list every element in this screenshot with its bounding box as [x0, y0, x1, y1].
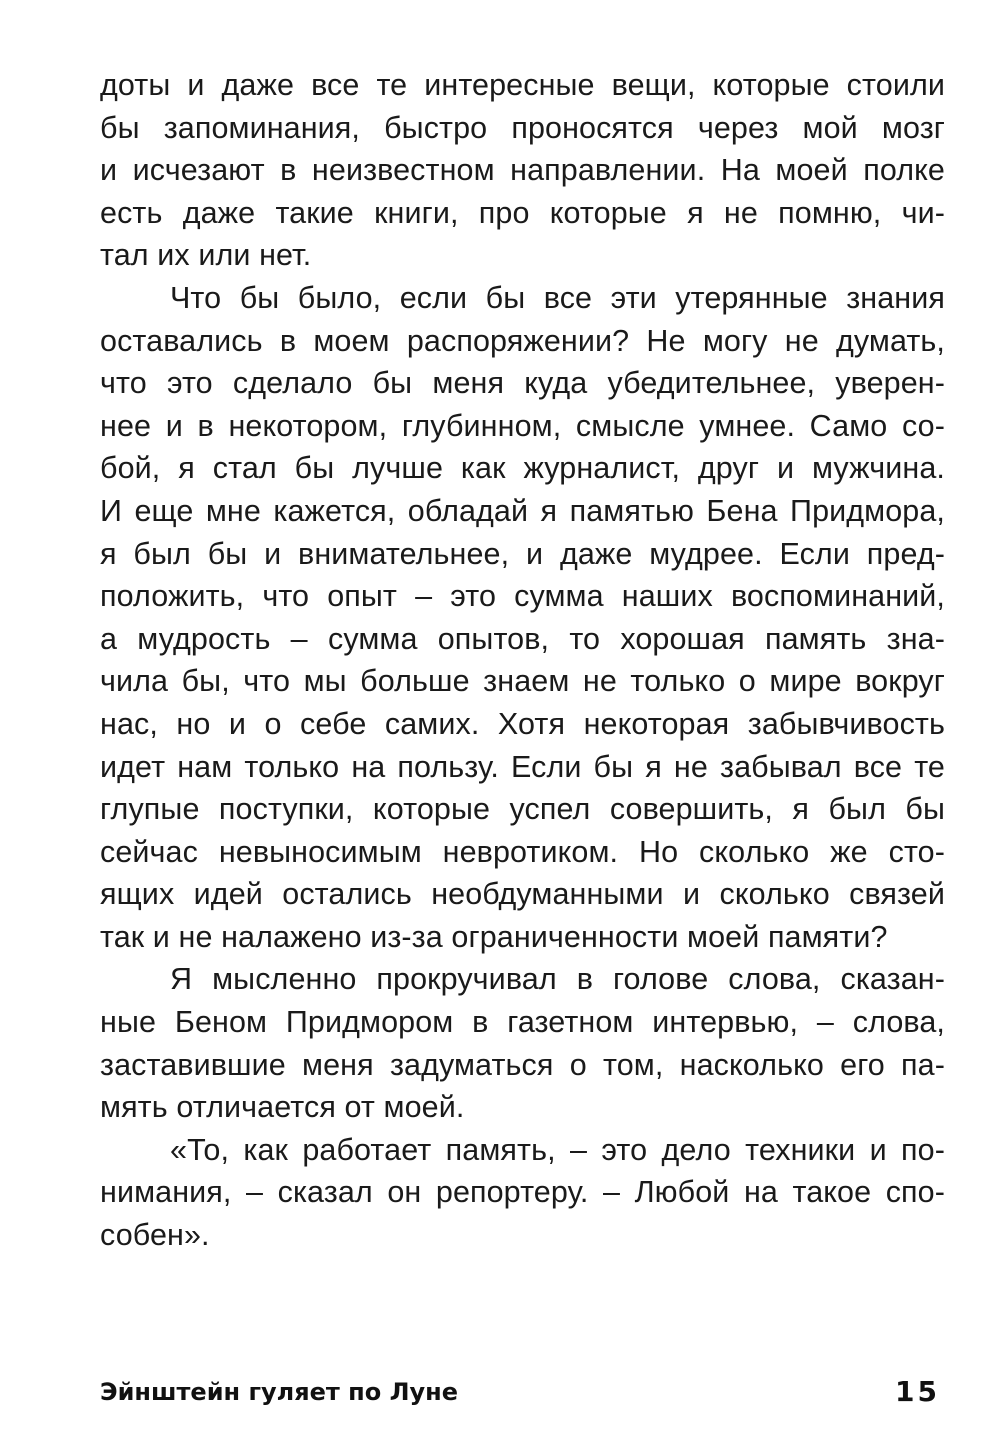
- text-line: оставались в моем распоряжении? Не могу не думать,: [100, 323, 945, 358]
- text-line: я был бы и внимательнее, и даже мудрее. Если пред-: [100, 536, 945, 571]
- text-line: мять отличается от моей.: [100, 1090, 465, 1125]
- text-line: бой, я стал бы лучше как журналист, друг и мужчина.: [100, 451, 945, 486]
- text-line: собен».: [100, 1218, 210, 1253]
- paragraph: [100, 1129, 945, 1257]
- text-line: сейчас невыносимым невротиком. Но сколько же сто-: [100, 834, 945, 869]
- text-line: Я мысленно прокручивал в голове слова, сказан-: [170, 962, 945, 997]
- text-line: нее и в некотором, глубинном, смысле умнее. Само со-: [100, 408, 945, 443]
- text-line: что это сделало бы меня куда убедительнее, уверен-: [100, 366, 945, 401]
- text-line: и исчезают в неизвестном направлении. На моей полке: [100, 153, 945, 188]
- text-line: глупые поступки, которые успел совершить, я был бы: [100, 792, 945, 827]
- page-number: 15: [895, 1375, 940, 1408]
- text-line: заставившие меня задуматься о том, насколько его па-: [100, 1047, 945, 1082]
- text-line: нас, но и о себе самих. Хотя некоторая забывчивость: [100, 706, 945, 741]
- paragraph: [100, 958, 945, 1128]
- text-line: бы запоминания, быстро проносятся через мой мозг: [100, 110, 945, 145]
- text-line: чила бы, что мы больше знаем не только о мире вокруг: [100, 664, 945, 699]
- paragraph: [100, 64, 945, 277]
- text-line: «То, как работает память, – это дело техники и по-: [170, 1132, 945, 1167]
- text-line: положить, что опыт – это сумма наших воспоминаний,: [100, 579, 945, 614]
- text-line: И еще мне кажется, обладай я памятью Бена Придмора,: [100, 493, 945, 528]
- text-line: ные Беном Придмором в газетном интервью, – слова,: [100, 1005, 945, 1040]
- running-title: Эйнштейн гуляет по Луне: [100, 1378, 459, 1406]
- text-line: идет нам только на пользу. Если бы я не забывал все те: [100, 749, 945, 784]
- text-line: Что бы было, если бы все эти утерянные знания: [170, 280, 945, 315]
- page-body: [100, 64, 945, 1257]
- paragraph: [100, 277, 945, 959]
- text-line: ящих идей остались необдуманными и сколько связей: [100, 877, 945, 912]
- text-line: так и не налажено из-за ограниченности моей памяти?: [100, 919, 888, 954]
- text-line: нимания, – сказал он репортеру. – Любой на такое спо-: [100, 1175, 945, 1210]
- text-line: есть даже такие книги, про которые я не помню, чи-: [100, 195, 945, 230]
- text-line: а мудрость – сумма опытов, то хорошая память зна-: [100, 621, 945, 656]
- page-footer: [100, 1372, 940, 1412]
- text-line: доты и даже все те интересные вещи, которые стоили: [100, 68, 945, 102]
- text-line: тал их или нет.: [100, 238, 312, 273]
